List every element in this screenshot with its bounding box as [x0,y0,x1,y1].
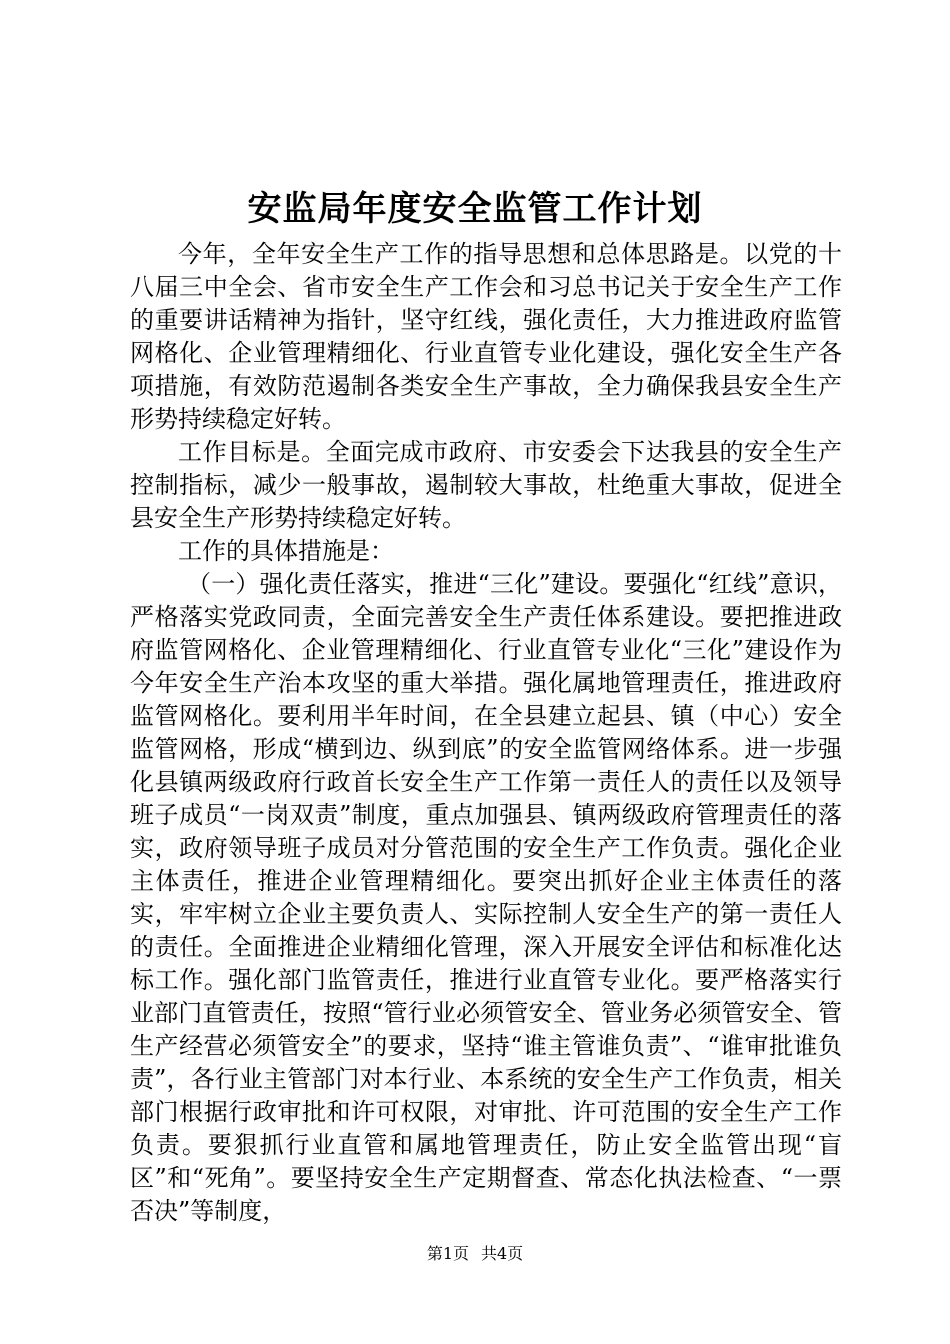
paragraph-work-goal: 工作目标是。全面完成市政府、市安委会下达我县的安全生产控制指标，减少一般事故，遏制较大事故，杜绝重大事故，促进全县安全生产形势持续稳定好转。 [130,438,842,532]
page-footer [0,1244,950,1264]
paragraph-guiding-thought: 今年，全年安全生产工作的指导思想和总体思路是。以党的十八届三中全会、省市安全生产工作会和习总书记关于安全生产工作的重要讲话精神为指针，坚守红线，强化责任，大力推进政府监管网格化、企业管理精细化、行业直管专业化建设，强化安全生产各项措施，有效防范遏制各类安全生产事故，全力确保我县安全生产形势持续稳定好转。 [130,240,842,433]
page-number: 第1页 [426,1244,469,1263]
document-title: 安监局年度安全监管工作计划 [247,189,703,229]
page-total: 共4页 [481,1244,524,1263]
paragraph-measures-intro: 工作的具体措施是： [178,537,394,565]
paragraph-measure-one: （一）强化责任落实，推进“三化”建设。要强化“红线”意识，严格落实党政同责，全面完善安全生产责任体系建设。要把推进政府监管网格化、企业管理精细化、行业直管专业化“三化”建设作为今年安全生产治本攻坚的重大举措。强化属地管理责任，推进政府监管网格化。要利用半年时间，在全县建立起县、镇（中心）安全监管网格，形成“横到边、纵到底”的安全监管网络体系。进一步强化县镇两级政府行政首长安全生产工作第一责任人的责任以及领导班子成员“一岗双责”制度，重点加强县、镇两级政府管理责任的落实，政府领导班子成员对分管范围的安全生产工作负责。强化企业主体责任，推进企业管理精细化。要突出抓好企业主体责任的落实，牢牢树立企业主要负责人、实际控制人安全生产的第一责任人的责任。全面推进企业精细化管理，深入开展安全评估和标准化达标工作。强化部门监管责任，推进行业直管专业化。要严格落实行业部门直管责任，按照“管行业必须管安全、管业务必须管安全、管生产经营必须管安全”的要求，坚持“谁主管谁负责”、“谁审批谁负责”，各行业主管部门对本行业、本系统的安全生产工作负责，相关部门根据行政审批和许可权限，对审批、许可范围的安全生产工作负责。要狠抓行业直管和属地管理责任，防止安全监管出现“盲区”和“死角”。要坚持安全生产定期督查、常态化执法检查、“一票否决”等制度， [130,570,842,1225]
document-body [130,238,842,1228]
